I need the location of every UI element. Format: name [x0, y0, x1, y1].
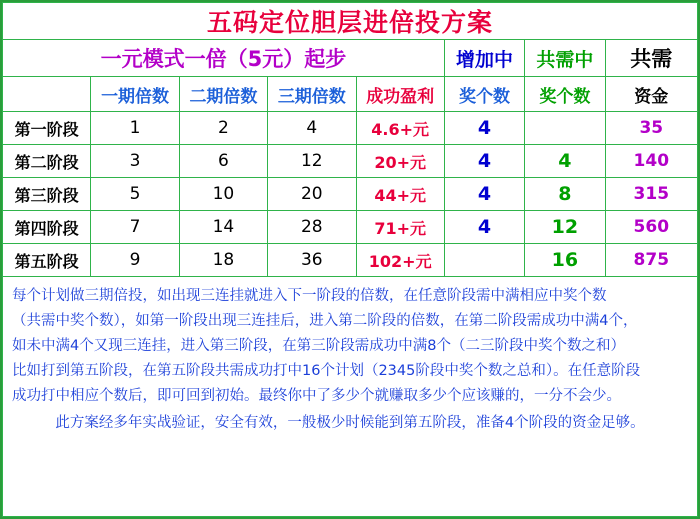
- multiple-2: 10: [179, 178, 267, 211]
- note-line: 如未中满4个又现三连挂，进入第三阶段，在第三阶段需成功中满8个（二三阶段中奖个数之和）: [12, 338, 625, 354]
- column-header-row: [3, 77, 698, 112]
- multiple-2: 18: [179, 244, 267, 277]
- add-count: 4: [444, 112, 524, 145]
- multiple-2: 14: [179, 211, 267, 244]
- add-count: 4: [444, 211, 524, 244]
- profit-value: 20+元: [356, 145, 444, 178]
- multiple-3: 36: [268, 244, 356, 277]
- note-line: 每个计划做三期倍投，如出现三连挂就进入下一阶段的倍数，在任意阶段需中满相应中奖个数: [12, 288, 607, 304]
- multiple-2: 6: [179, 145, 267, 178]
- multiple-2: 2: [179, 112, 267, 145]
- capital-value: 140: [605, 145, 697, 178]
- table-row: [3, 211, 698, 244]
- col-header-profit: 成功盈利: [356, 77, 444, 112]
- add-count: [444, 244, 524, 277]
- note-line: 成功打中相应个数后，即可回到初始。最终你中了多少个就赚取多少个应该赚的，一分不会少。: [12, 388, 621, 404]
- capital-value: 315: [605, 178, 697, 211]
- add-header: 增加中: [444, 40, 524, 77]
- table-row: [3, 244, 698, 277]
- explanation-note: [2, 277, 698, 517]
- plan-table: [2, 2, 698, 277]
- add-count: 4: [444, 145, 524, 178]
- col-header-need-count: 奖个数: [525, 77, 605, 112]
- multiple-1: 9: [91, 244, 179, 277]
- footer-note: 此方案经多年实战验证，安全有效，一般极少时候能到第五阶段，准备4个阶段的资金足够。: [55, 415, 645, 431]
- multiple-1: 7: [91, 211, 179, 244]
- mode-label: 一元模式一倍（5元）起步: [3, 40, 445, 77]
- col-header-capital: 资金: [605, 77, 697, 112]
- col-header-add-count: 奖个数: [444, 77, 524, 112]
- capital-value: 560: [605, 211, 697, 244]
- multiple-3: 20: [268, 178, 356, 211]
- profit-value: 102+元: [356, 244, 444, 277]
- table-row: [3, 112, 698, 145]
- profit-value: 44+元: [356, 178, 444, 211]
- note-line: （共需中奖个数），如第一阶段出现三连挂后，进入第二阶段的倍数，在第二阶段需成功中满4个，: [12, 313, 638, 329]
- profit-value: 4.6+元: [356, 112, 444, 145]
- profit-value: 71+元: [356, 211, 444, 244]
- multiple-1: 1: [91, 112, 179, 145]
- stage-label: 第一阶段: [3, 112, 91, 145]
- multiple-3: 4: [268, 112, 356, 145]
- multiple-1: 3: [91, 145, 179, 178]
- multiple-1: 5: [91, 178, 179, 211]
- table-row: [3, 145, 698, 178]
- capital-value: 875: [605, 244, 697, 277]
- need-count: 4: [525, 145, 605, 178]
- title-row: [3, 3, 698, 40]
- stage-label: 第五阶段: [3, 244, 91, 277]
- stage-label: 第二阶段: [3, 145, 91, 178]
- multiple-3: 12: [268, 145, 356, 178]
- total-header: 共需: [605, 40, 697, 77]
- col-header-stage: [3, 77, 91, 112]
- table-row: [3, 178, 698, 211]
- stage-label: 第四阶段: [3, 211, 91, 244]
- capital-value: 35: [605, 112, 697, 145]
- note-line: 比如打到第五阶段，在第五阶段共需成功打中16个计划（2345阶段中奖个数之总和）。在任意阶段: [12, 363, 641, 379]
- col-header-multiple-1: 一期倍数: [91, 77, 179, 112]
- need-count: [525, 112, 605, 145]
- col-header-multiple-3: 三期倍数: [268, 77, 356, 112]
- page-title: 五码定位胆层进倍投方案: [3, 3, 698, 40]
- need-count: 12: [525, 211, 605, 244]
- stage-label: 第三阶段: [3, 178, 91, 211]
- need-count: 16: [525, 244, 605, 277]
- add-count: 4: [444, 178, 524, 211]
- col-header-multiple-2: 二期倍数: [179, 77, 267, 112]
- mode-row: [3, 40, 698, 77]
- need-header: 共需中: [525, 40, 605, 77]
- need-count: 8: [525, 178, 605, 211]
- multiple-3: 28: [268, 211, 356, 244]
